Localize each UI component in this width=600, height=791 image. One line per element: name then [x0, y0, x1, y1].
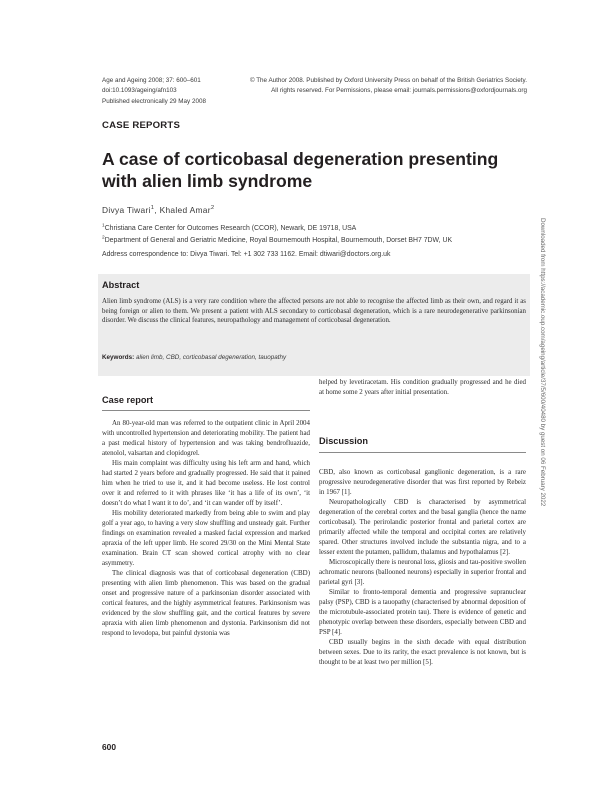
- author-2-name: Khaled Amar: [159, 205, 211, 215]
- discussion-body: [319, 467, 526, 667]
- download-watermark: Downloaded from https://academic.oup.com/ageing/article/37/5/600/40480 by guest on 06 February 2022: [539, 218, 546, 507]
- case-report-paragraph: His main complaint was difficulty using his left arm and hand, which had started 2 years before and gradually progressed. He said that it pained him when he tried to use it, and it had become useless. He lost control over it and referred to it with phrases like ‘it has a life of its own’, ‘it doesn’t do what I want it to do’, and ‘it can wander off by itself’.: [102, 459, 310, 507]
- affiliations: [102, 223, 542, 247]
- correspondence-address: Address correspondence to: Divya Tiwari. Tel: +1 302 733 1162. Email: dtiwari@doctors.org.uk: [102, 251, 391, 258]
- citation-line-3: Published electronically 29 May 2008: [102, 97, 206, 105]
- affiliation-2-mark: 2: [102, 235, 105, 241]
- case-report-paragraph: An 80-year-old man was referred to the outpatient clinic in April 2004 with uncontrolled hypertension and deteriorating mobility. The patient had a past medical history of hypertension and was taking bendrofluazide, atenolol, valsartan and clopidogrel.: [102, 419, 310, 457]
- case-report-rule: [102, 410, 310, 411]
- affiliation-2: [102, 235, 542, 247]
- case-report-continuation: [319, 377, 526, 397]
- author-1-name: Divya Tiwari: [102, 205, 151, 215]
- affiliation-1: [102, 223, 542, 235]
- citation-line-1: Age and Ageing 2008; 37: 600–601: [102, 77, 201, 84]
- case-report-paragraph: The clinical diagnosis was that of corticobasal degeneration (CBD) presenting with alien limb phenomenon. This was based on the gradual onset and progressive nature of a parkinsonian disorder associated with cortical features, and the highly asymmetrical features. Parkinsonism was evidenced by the slow shuffling gait, and the cortical features by severe apraxia with alien limb phenomenon and dystonia. Parkinsonism did not respond to levodopa, but painful dystonia was: [102, 569, 310, 637]
- keywords: [102, 354, 526, 361]
- abstract-heading: Abstract: [102, 280, 140, 290]
- author-1-affiliation-mark: 1: [150, 205, 155, 212]
- keywords-label: Keywords:: [102, 354, 135, 361]
- case-report-body: [102, 418, 310, 638]
- abstract-text: Alien limb syndrome (ALS) is a very rare condition where the affected persons are not able to recognise the affected limb as their own, and regard it as being foreign or alien to them. We present a patient with ALS secondary to corticobasal degeneration, which is a rare neurodegenerative parkinsonian disorder. We discuss the clinical features, neuropathology and management of corticobasal degeneration.: [102, 298, 526, 325]
- case-report-heading: Case report: [102, 395, 154, 405]
- discussion-rule: [319, 452, 526, 453]
- copyright-block: [222, 76, 527, 97]
- affiliation-1-text: Christiana Care Center for Outcomes Research (CCOR), Newark, DE 19718, USA: [104, 225, 357, 232]
- affiliation-1-mark: 1: [102, 223, 105, 229]
- copyright-line-2: All rights reserved. For Permissions, please email: journals.permissions@oxfordjournals.org: [271, 87, 527, 95]
- author-list: Divya Tiwari$^1$, Khaled Amar$^2$: [102, 205, 215, 215]
- discussion-paragraph: Microscopically there is neuronal loss, gliosis and tau-positive swollen achromatic neurons (ballooned neurons) especially in superior frontal and parietal gyri [3].: [319, 558, 526, 586]
- discussion-paragraph: CBD, also known as corticobasal ganglionic degeneration, is a rare progressive neurodegenerative disorder that was first reported by Rebeiz in 1967 [1].: [319, 468, 526, 496]
- section-label: CASE REPORTS: [102, 120, 181, 131]
- case-report-paragraph: His mobility deteriorated markedly from being able to swim and play golf a year ago, to having a very slow shuffling and unsteady gait. Further findings on examination revealed a masked facial expression and marked apraxia of the left upper limb. He scored 29/30 on the Mini Mental State examination. Brain CT scan showed cortical atrophy with no clear asymmetry.: [102, 509, 310, 567]
- affiliation-2-text: Department of General and Geriatric Medicine, Royal Bournemouth Hospital, Bournemouth, Dorset BH7 7DW, UK: [104, 237, 453, 244]
- author-2-affiliation-mark: 2: [210, 205, 215, 212]
- keywords-list: alien limb, CBD, corticobasal degeneration, tauopathy: [135, 354, 287, 361]
- discussion-paragraph: Neuropathologically CBD is characterised by asymmetrical degeneration of the cerebral cortex and the basal ganglia (hence the name corticobasal). The perirolandic posterior frontal and parietal cortex are primarily affected while the temporal and occipital cortex are relatively spared. Other structures involved include the substantia nigra, and to a lesser extent the putamen, pallidum, thalamus and hypothalamus [2].: [319, 498, 526, 556]
- discussion-paragraph: Similar to fronto-temporal dementia and progressive supranuclear palsy (PSP), CBD is a tauopathy (characterised by abnormal deposition of the microtubule-associated protein tau). There is evidence of genetic and phenotypic overlap between these disorders, especially between CBD and PSP [4].: [319, 588, 526, 636]
- page-number: 600: [102, 742, 116, 752]
- discussion-paragraph: CBD usually begins in the sixth decade with equal distribution between sexes. Due to its rarity, the exact prevalence is not known, but is thought to be at least two per million [5].: [319, 638, 526, 666]
- discussion-heading: Discussion: [319, 436, 369, 446]
- copyright-line-1: © The Author 2008. Published by Oxford University Press on behalf of the British Geriatrics Society.: [249, 77, 527, 84]
- article-title: A case of corticobasal degeneration presenting with alien limb syndrome: [102, 149, 499, 191]
- case-report-continuation-text: helped by levetiracetam. His condition gradually progressed and he died at home some 2 years after initial presentation.: [319, 378, 526, 396]
- citation-line-2: doi:10.1093/ageing/afn103: [102, 87, 177, 95]
